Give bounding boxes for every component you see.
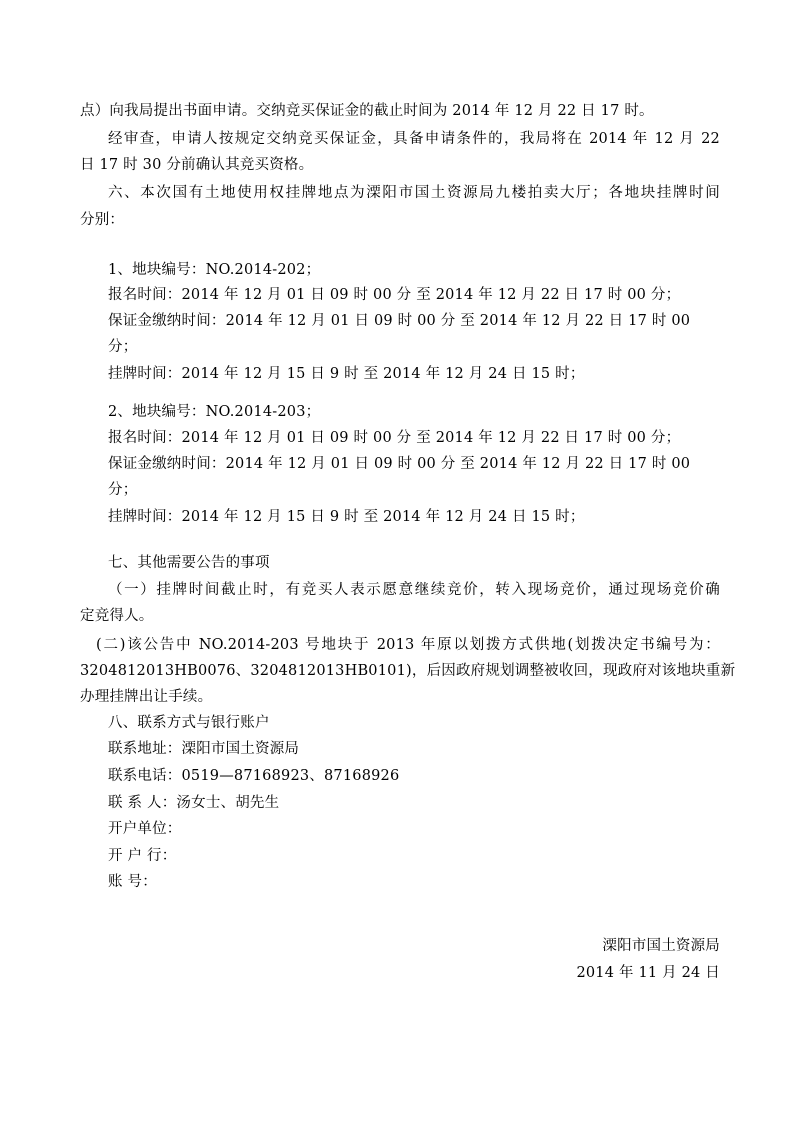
paragraph-line: 经审查，申请人按规定交纳竞买保证金，具备申请条件的，我局将在 2014 年 12 月 22 xyxy=(108,131,720,147)
paragraph-line: （一）挂牌时间截止时，有竞买人表示愿意继续竞价，转入现场竞价，通过现场竞价确 xyxy=(108,582,720,598)
paragraph-line: 点）向我局提出书面申请。交纳竞买保证金的截止时间为 2014 年 12 月 22 日 17 时。 xyxy=(80,103,654,119)
paragraph-line: 定竞得人。 xyxy=(80,608,154,624)
issue-date: 2014 年 11 月 24 日 xyxy=(576,965,720,981)
bank-name: 开 户 行： xyxy=(108,848,177,864)
paragraph-line: (二)该公告中 NO.2014-203 号地块于 2013 年原以划拨方式供地(划拨决定书编号为： xyxy=(96,637,720,653)
registration-time: 报名时间：2014 年 12 月 01 日 09 时 00 分 至 2014 年 12 月 22 日 17 时 00 分； xyxy=(108,430,681,446)
paragraph-line: 3204812013HB0076、3204812013HB0101)，后因政府规划调整被收回，现政府对该地块重新 xyxy=(80,663,736,679)
account-holder: 开户单位： xyxy=(108,821,182,837)
parcel-number: 2、地块编号：NO.2014-203； xyxy=(108,404,321,420)
deposit-time-continued: 分； xyxy=(108,339,138,355)
account-number: 账 号： xyxy=(108,874,157,890)
deposit-time: 保证金缴纳时间：2014 年 12 月 01 日 09 时 00 分 至 2014 年 12 月 22 日 17 时 00 xyxy=(108,313,691,329)
deposit-time: 保证金缴纳时间：2014 年 12 月 01 日 09 时 00 分 至 2014 年 12 月 22 日 17 时 00 xyxy=(108,456,691,472)
section-heading: 七、其他需要公告的事项 xyxy=(108,555,270,571)
listing-time: 挂牌时间：2014 年 12 月 15 日 9 时 至 2014 年 12 月 24 日 15 时； xyxy=(108,509,585,525)
deposit-time-continued: 分； xyxy=(108,482,138,498)
issuer-name: 溧阳市国土资源局 xyxy=(602,938,720,954)
contact-address: 联系地址：溧阳市国土资源局 xyxy=(108,741,300,757)
section-heading: 六、本次国有土地使用权挂牌地点为溧阳市国土资源局九楼拍卖大厅；各地块挂牌时间 xyxy=(108,185,720,201)
paragraph-line: 办理挂牌出让手续。 xyxy=(80,689,213,705)
contact-person: 联 系 人：汤女士、胡先生 xyxy=(108,795,280,811)
contact-phone: 联系电话：0519—87168923、87168926 xyxy=(108,768,400,784)
parcel-number: 1、地块编号：NO.2014-202； xyxy=(108,262,321,278)
registration-time: 报名时间：2014 年 12 月 01 日 09 时 00 分 至 2014 年 12 月 22 日 17 时 00 分； xyxy=(108,287,681,303)
paragraph-line: 分别： xyxy=(80,212,125,228)
section-heading: 八、联系方式与银行账户 xyxy=(108,715,270,731)
listing-time: 挂牌时间：2014 年 12 月 15 日 9 时 至 2014 年 12 月 24 日 15 时； xyxy=(108,366,585,382)
paragraph-line: 日 17 时 30 分前确认其竞买资格。 xyxy=(80,157,314,173)
